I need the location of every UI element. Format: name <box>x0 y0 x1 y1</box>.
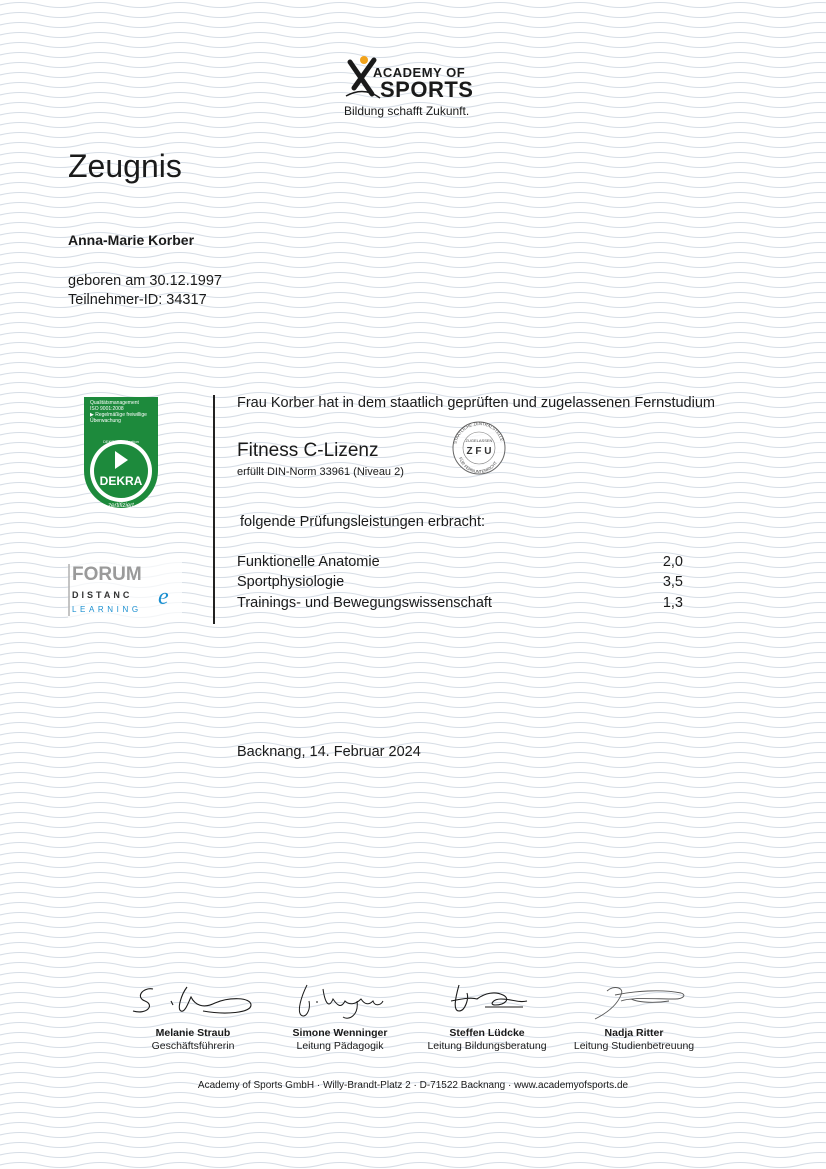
forum-line-2: DISTANC <box>72 590 133 600</box>
course-name: Fitness C-Lizenz <box>237 440 379 461</box>
signature-image <box>415 975 565 1023</box>
dekra-brand: DEKRA <box>99 474 143 488</box>
logo-tagline: Bildung schafft Zukunft. <box>344 104 470 118</box>
signer-role: Leitung Studienbetreuung <box>573 1040 695 1052</box>
student-name: Anna-Marie Korber <box>68 232 195 248</box>
forum-distance-learning-logo <box>66 560 184 620</box>
intro-text: Frau Korber hat in dem staatlich geprüften und zugelassenen Fernstudium <box>237 395 715 411</box>
grade-row <box>237 554 683 570</box>
dekra-line-3: ▶ Regelmäßige freiwillige <box>90 412 147 418</box>
zfu-bottom-text: FÜR FERNUNTERRICHT <box>457 456 499 475</box>
dekra-ring-text: DEKRA Certification <box>103 439 139 444</box>
place-and-date: Backnang, 14. Februar 2024 <box>237 744 421 760</box>
signer-block <box>559 1027 709 1052</box>
signer-role: Leitung Bildungsberatung <box>427 1040 547 1052</box>
footer-address: Academy of Sports GmbH · Willy-Brandt-Platz 2 · D-71522 Backnang · www.academyofsports.de <box>197 1080 629 1091</box>
document-title: Zeugnis <box>68 148 182 184</box>
grade-subject: Funktionelle Anatomie <box>237 554 380 570</box>
performance-intro: folgende Prüfungsleistungen erbracht: <box>240 514 486 530</box>
signer-block <box>265 1027 415 1052</box>
forum-line-3: LEARNING <box>72 605 142 614</box>
zfu-letters: Z F U <box>466 446 492 457</box>
dekra-line-4: Überwachung <box>90 418 121 424</box>
grade-value: 1,3 <box>662 595 683 611</box>
signer-name: Steffen Lüdcke <box>449 1027 525 1039</box>
signer-name: Melanie Straub <box>155 1027 231 1039</box>
dekra-seal <box>84 397 158 513</box>
forum-line-1: FORUM <box>72 564 142 585</box>
grade-row <box>237 595 683 611</box>
dekra-line-1: Qualitätsmanagement <box>90 400 139 406</box>
dekra-sub: zertifiziert <box>108 503 134 509</box>
grade-subject: Sportphysiologie <box>237 574 345 590</box>
signer-name: Nadja Ritter <box>604 1027 664 1039</box>
zfu-top-text: STAATLICHE ZENTRALSTELLE <box>452 420 505 445</box>
forum-e: e <box>158 584 169 610</box>
grade-subject: Trainings- und Bewegungswissenschaft <box>237 595 492 611</box>
participant-id: Teilnehmer-ID: 34317 <box>68 292 207 308</box>
signer-role: Geschäftsführerin <box>151 1040 235 1052</box>
grade-value: 2,0 <box>662 554 683 570</box>
logo-line-2: SPORTS <box>380 77 474 102</box>
signer-block <box>412 1027 562 1052</box>
zfu-mid-text: ZUGELASSEN <box>465 438 493 443</box>
vertical-divider <box>213 395 215 624</box>
dekra-line-2: ISO 9001:2008 <box>90 406 124 412</box>
signer-role: Leitung Pädagogik <box>296 1040 384 1052</box>
signer-name: Simone Wenninger <box>292 1027 388 1039</box>
din-norm: erfüllt DIN-Norm 33961 (Niveau 2) <box>237 466 404 478</box>
signer-block <box>118 1027 268 1052</box>
grade-value: 3,5 <box>662 574 683 590</box>
grade-row <box>237 574 683 590</box>
logo-line-1: ACADEMY OF <box>373 65 466 80</box>
signature-image <box>125 975 275 1023</box>
birth-date: geboren am 30.12.1997 <box>68 273 222 289</box>
dekra-badge <box>84 431 158 513</box>
zfu-seal <box>446 420 512 476</box>
signature-image <box>265 975 415 1023</box>
signature-image <box>565 975 715 1023</box>
academy-of-sports-logo <box>340 56 490 120</box>
